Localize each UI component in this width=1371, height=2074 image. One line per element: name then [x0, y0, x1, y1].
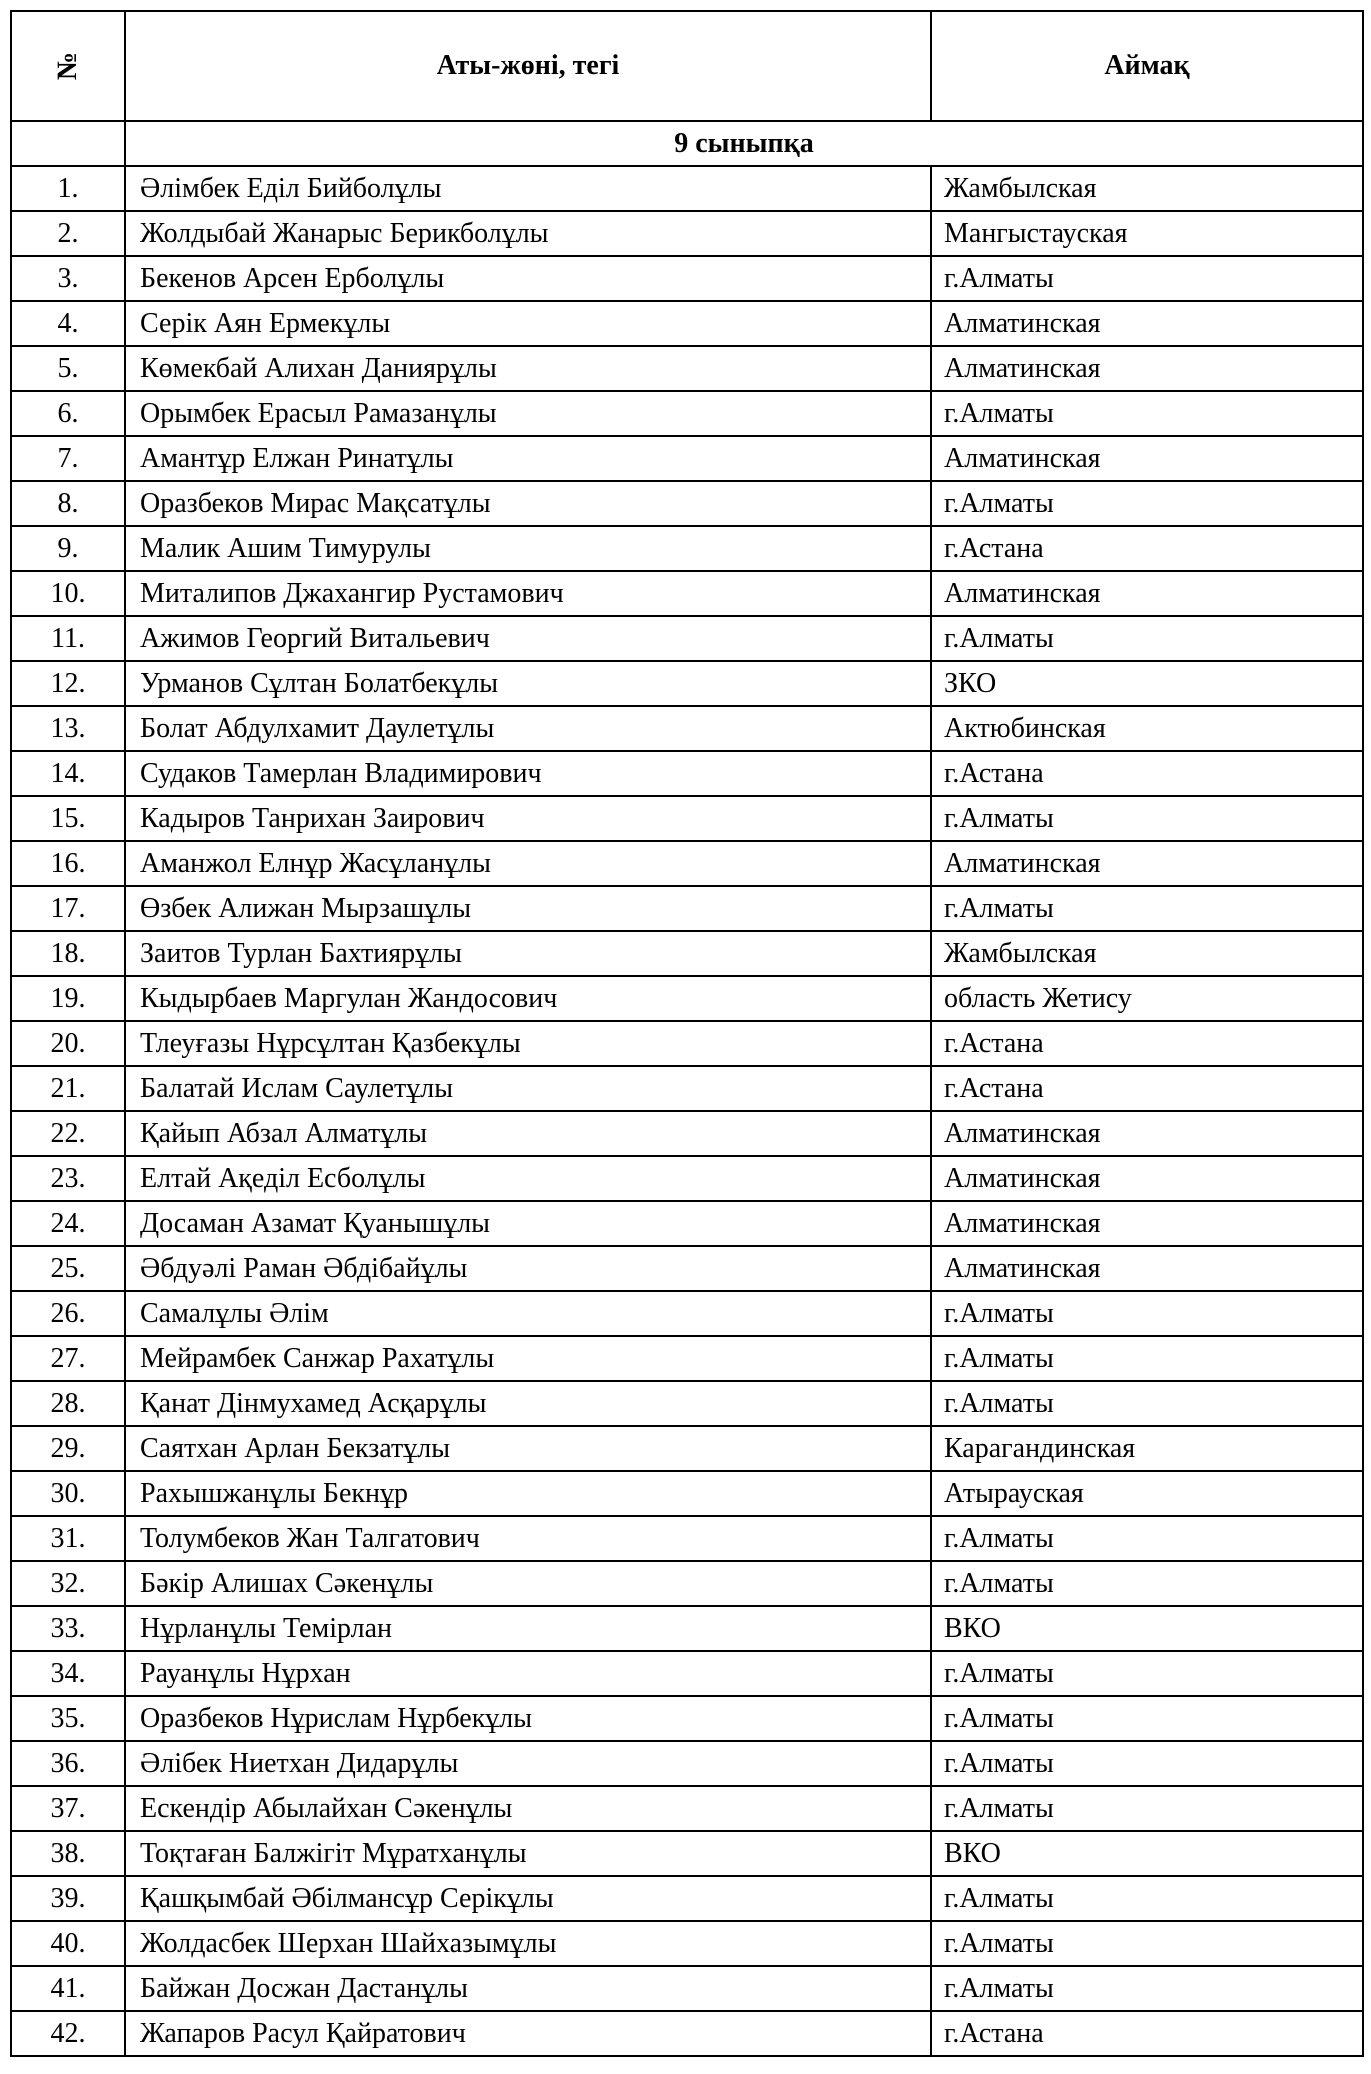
table-row [11, 1246, 1363, 1291]
column-header-region: Аймақ [931, 11, 1363, 121]
row-region: г.Алматы [931, 1651, 1363, 1696]
row-region: г.Алматы [931, 1966, 1363, 2011]
row-number: 20. [11, 1021, 125, 1066]
row-region: Алматинская [931, 436, 1363, 481]
row-number: 4. [11, 301, 125, 346]
row-number: 14. [11, 751, 125, 796]
table-row [11, 391, 1363, 436]
table-row [11, 346, 1363, 391]
table-row [11, 1786, 1363, 1831]
row-number: 12. [11, 661, 125, 706]
table-row [11, 211, 1363, 256]
row-region: ВКО [931, 1831, 1363, 1876]
table-row [11, 1336, 1363, 1381]
row-name: Кадыров Танрихан Заирович [125, 796, 931, 841]
row-name: Миталипов Джахангир Рустамович [125, 571, 931, 616]
row-number: 35. [11, 1696, 125, 1741]
row-name: Малик Ашим Тимурулы [125, 526, 931, 571]
row-region: г.Алматы [931, 481, 1363, 526]
row-region: г.Астана [931, 2011, 1363, 2056]
table-row [11, 1021, 1363, 1066]
table-row [11, 526, 1363, 571]
row-number: 28. [11, 1381, 125, 1426]
row-name: Мейрамбек Санжар Рахатұлы [125, 1336, 931, 1381]
table-row [11, 166, 1363, 211]
row-region: г.Алматы [931, 1516, 1363, 1561]
row-number: 26. [11, 1291, 125, 1336]
row-name: Амантұр Елжан Ринатұлы [125, 436, 931, 481]
row-name: Қашқымбай Әбілмансұр Серікұлы [125, 1876, 931, 1921]
table-row [11, 1426, 1363, 1471]
row-number: 40. [11, 1921, 125, 1966]
row-name: Тоқтаған Балжігіт Мұратханұлы [125, 1831, 931, 1876]
table-row [11, 1876, 1363, 1921]
row-region: Жамбылская [931, 166, 1363, 211]
table-row [11, 1606, 1363, 1651]
row-number: 37. [11, 1786, 125, 1831]
table-row [11, 1156, 1363, 1201]
row-name: Бекенов Арсен Ерболұлы [125, 256, 931, 301]
row-number: 23. [11, 1156, 125, 1201]
row-number: 15. [11, 796, 125, 841]
table-row [11, 1741, 1363, 1786]
table-row [11, 1921, 1363, 1966]
row-region: г.Алматы [931, 1381, 1363, 1426]
row-region: Алматинская [931, 301, 1363, 346]
row-region: г.Алматы [931, 1741, 1363, 1786]
row-name: Әбдуәлі Раман Әбдібайұлы [125, 1246, 931, 1291]
table-row [11, 1966, 1363, 2011]
row-name: Көмекбай Алихан Даниярұлы [125, 346, 931, 391]
row-number: 13. [11, 706, 125, 751]
row-region: г.Астана [931, 1021, 1363, 1066]
row-region: Алматинская [931, 571, 1363, 616]
row-name: Судаков Тамерлан Владимирович [125, 751, 931, 796]
row-region: Алматинская [931, 1156, 1363, 1201]
row-number: 1. [11, 166, 125, 211]
table-row [11, 1291, 1363, 1336]
row-number: 16. [11, 841, 125, 886]
row-name: Оразбеков Нұрислам Нұрбекұлы [125, 1696, 931, 1741]
row-region: г.Астана [931, 1066, 1363, 1111]
row-number: 31. [11, 1516, 125, 1561]
row-region: Карагандинская [931, 1426, 1363, 1471]
row-name: Саятхан Арлан Бекзатұлы [125, 1426, 931, 1471]
table-row [11, 1201, 1363, 1246]
table-row [11, 706, 1363, 751]
row-region: г.Астана [931, 751, 1363, 796]
table-header-row [11, 11, 1363, 121]
row-region: г.Алматы [931, 391, 1363, 436]
table-row [11, 436, 1363, 481]
row-region: г.Астана [931, 526, 1363, 571]
row-name: Аманжол Елнұр Жасұланұлы [125, 841, 931, 886]
table-row [11, 1516, 1363, 1561]
row-number: 34. [11, 1651, 125, 1696]
row-region: г.Алматы [931, 1921, 1363, 1966]
table-row [11, 1696, 1363, 1741]
row-region: г.Алматы [931, 796, 1363, 841]
row-region: Атырауская [931, 1471, 1363, 1516]
row-number: 10. [11, 571, 125, 616]
row-region: Алматинская [931, 1201, 1363, 1246]
row-number: 42. [11, 2011, 125, 2056]
row-name: Досаман Азамат Қуанышұлы [125, 1201, 931, 1246]
row-number: 24. [11, 1201, 125, 1246]
table-row [11, 256, 1363, 301]
row-number: 7. [11, 436, 125, 481]
row-region: область Жетису [931, 976, 1363, 1021]
row-name: Тлеуғазы Нұрсұлтан Қазбекұлы [125, 1021, 931, 1066]
row-region: г.Алматы [931, 1696, 1363, 1741]
section-row [11, 121, 1363, 166]
table-row [11, 301, 1363, 346]
row-name: Байжан Досжан Дастанұлы [125, 1966, 931, 2011]
row-number: 27. [11, 1336, 125, 1381]
row-region: г.Алматы [931, 616, 1363, 661]
row-number: 2. [11, 211, 125, 256]
row-name: Қанат Дінмухамед Асқарұлы [125, 1381, 931, 1426]
row-name: Бәкір Алишах Сәкенұлы [125, 1561, 931, 1606]
row-name: Ескендір Абылайхан Сәкенұлы [125, 1786, 931, 1831]
row-name: Урманов Сұлтан Болатбекұлы [125, 661, 931, 706]
table-row [11, 1111, 1363, 1156]
row-region: Алматинская [931, 1246, 1363, 1291]
row-region: г.Алматы [931, 1291, 1363, 1336]
row-name: Самалұлы Әлім [125, 1291, 931, 1336]
table-row [11, 616, 1363, 661]
column-header-number: № [11, 11, 125, 121]
table-row [11, 1561, 1363, 1606]
row-name: Жолдыбай Жанарыс Берикболұлы [125, 211, 931, 256]
row-name: Ажимов Георгий Витальевич [125, 616, 931, 661]
table-row [11, 931, 1363, 976]
row-name: Қайып Абзал Алматұлы [125, 1111, 931, 1156]
row-number: 19. [11, 976, 125, 1021]
row-name: Балатай Ислам Саулетұлы [125, 1066, 931, 1111]
row-region: г.Алматы [931, 886, 1363, 931]
row-number: 41. [11, 1966, 125, 2011]
row-region: Алматинская [931, 346, 1363, 391]
row-name: Әлімбек Еділ Бийболұлы [125, 166, 931, 211]
row-number: 39. [11, 1876, 125, 1921]
row-region: Алматинская [931, 841, 1363, 886]
row-number: 18. [11, 931, 125, 976]
row-region: Алматинская [931, 1111, 1363, 1156]
row-number: 32. [11, 1561, 125, 1606]
row-name: Серік Аян Ермекұлы [125, 301, 931, 346]
section-title: 9 сыныпқа [125, 121, 1363, 166]
row-name: Рахышжанұлы Бекнұр [125, 1471, 931, 1516]
row-number: 3. [11, 256, 125, 301]
row-region: г.Алматы [931, 1876, 1363, 1921]
row-number: 29. [11, 1426, 125, 1471]
row-region: ВКО [931, 1606, 1363, 1651]
table-row [11, 1381, 1363, 1426]
row-number: 17. [11, 886, 125, 931]
table-row [11, 796, 1363, 841]
row-region: г.Алматы [931, 1786, 1363, 1831]
row-number: 8. [11, 481, 125, 526]
row-number: 38. [11, 1831, 125, 1876]
row-name: Болат Абдулхамит Даулетұлы [125, 706, 931, 751]
table-row [11, 1471, 1363, 1516]
table-row [11, 2011, 1363, 2056]
row-name: Заитов Турлан Бахтиярұлы [125, 931, 931, 976]
row-number: 25. [11, 1246, 125, 1291]
row-name: Әлібек Ниетхан Дидарұлы [125, 1741, 931, 1786]
table-row [11, 751, 1363, 796]
row-region: Мангыстауская [931, 211, 1363, 256]
row-name: Елтай Ақеділ Есболұлы [125, 1156, 931, 1201]
row-name: Жапаров Расул Қайратович [125, 2011, 931, 2056]
row-region: Жамбылская [931, 931, 1363, 976]
row-name: Өзбек Алижан Мырзашұлы [125, 886, 931, 931]
row-number: 33. [11, 1606, 125, 1651]
row-name: Жолдасбек Шерхан Шайхазымұлы [125, 1921, 931, 1966]
table-row [11, 481, 1363, 526]
row-region: г.Алматы [931, 1336, 1363, 1381]
row-number: 11. [11, 616, 125, 661]
row-name: Нұрланұлы Темірлан [125, 1606, 931, 1651]
row-region: г.Алматы [931, 1561, 1363, 1606]
table-row [11, 661, 1363, 706]
row-name: Кыдырбаев Маргулан Жандосович [125, 976, 931, 1021]
row-number: 6. [11, 391, 125, 436]
row-name: Оразбеков Мирас Мақсатұлы [125, 481, 931, 526]
row-name: Рауанұлы Нұрхан [125, 1651, 931, 1696]
table-row [11, 976, 1363, 1021]
participants-table [10, 10, 1364, 2057]
table-row [11, 886, 1363, 931]
section-empty-cell [11, 121, 125, 166]
row-name: Толумбеков Жан Талгатович [125, 1516, 931, 1561]
row-number: 36. [11, 1741, 125, 1786]
row-number: 5. [11, 346, 125, 391]
row-region: г.Алматы [931, 256, 1363, 301]
column-header-name: Аты-жөні, тегі [125, 11, 931, 121]
table-row [11, 1066, 1363, 1111]
row-region: Актюбинская [931, 706, 1363, 751]
row-number: 22. [11, 1111, 125, 1156]
table-row [11, 1651, 1363, 1696]
row-number: 21. [11, 1066, 125, 1111]
row-number: 30. [11, 1471, 125, 1516]
table-row [11, 571, 1363, 616]
table-row [11, 1831, 1363, 1876]
row-region: ЗКО [931, 661, 1363, 706]
row-number: 9. [11, 526, 125, 571]
table-row [11, 841, 1363, 886]
row-name: Орымбек Ерасыл Рамазанұлы [125, 391, 931, 436]
